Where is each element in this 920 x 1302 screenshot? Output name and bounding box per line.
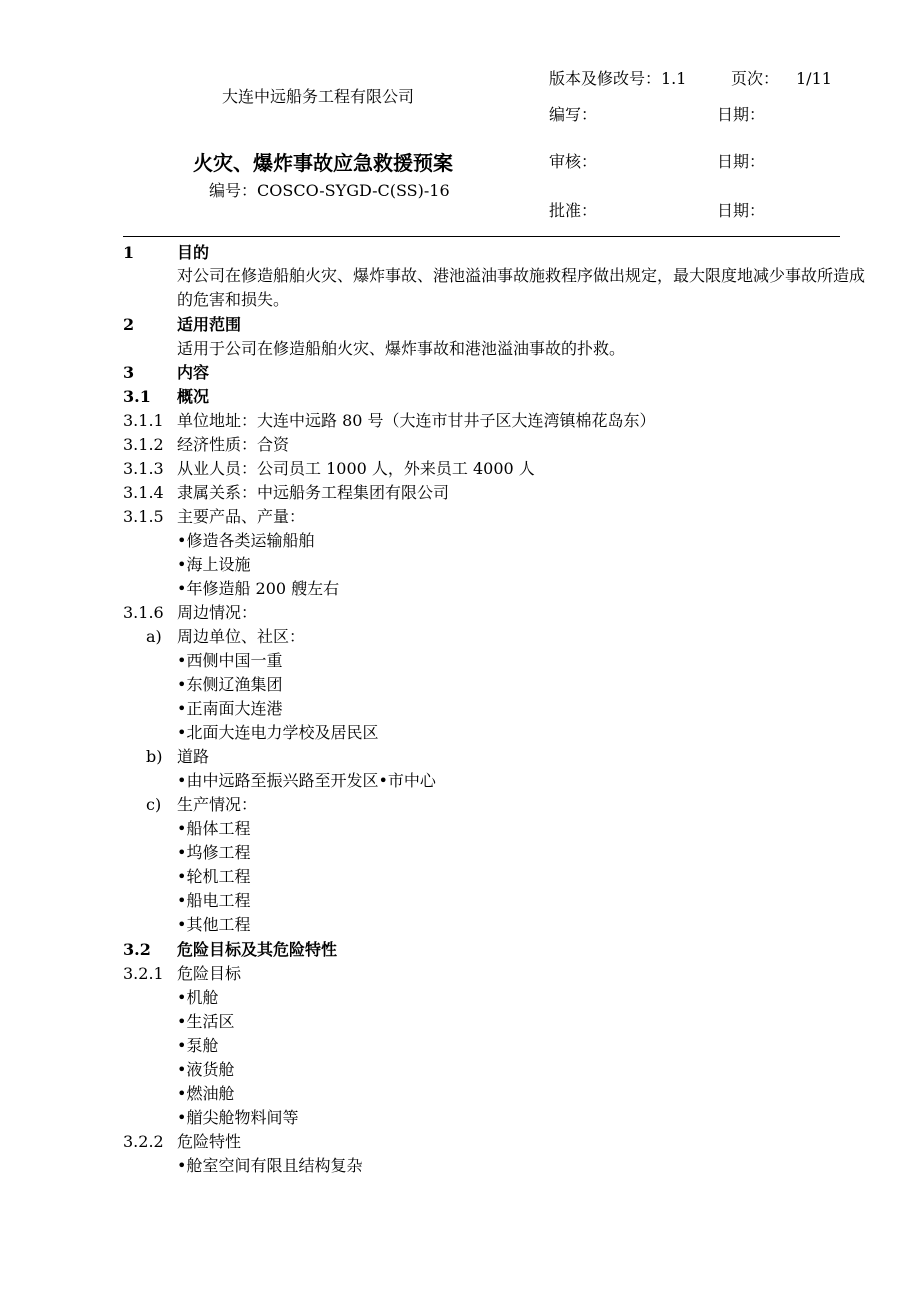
employees-line: 从业人员：公司员工 1000 人，外来员工 4000 人 bbox=[177, 459, 535, 478]
products-line: 主要产品、产量： bbox=[177, 507, 306, 526]
section-title-scope: 适用范围 bbox=[177, 315, 242, 334]
list-item: •机舱 bbox=[177, 988, 219, 1007]
purpose-paragraph: 对公司在修造船舶火灾、爆炸事故、港池溢油事故施救程序做出规定，最大限度地减少事故所造成的危害和损失。 bbox=[177, 266, 866, 309]
neighbors-line: 周边单位、社区： bbox=[177, 627, 306, 646]
list-item: •北面大连电力学校及居民区 bbox=[177, 723, 379, 742]
list-item: •海上设施 bbox=[177, 555, 251, 574]
list-item: •生活区 bbox=[177, 1012, 235, 1031]
list-item: •坞修工程 bbox=[177, 843, 251, 862]
approver-label: 批准： bbox=[549, 201, 598, 220]
version-label: 版本及修改号：1.1 bbox=[549, 69, 687, 88]
list-item: •年修造船 200 艘左右 bbox=[177, 579, 340, 598]
sub-label: a) bbox=[146, 627, 162, 646]
list-item: •泵舱 bbox=[177, 1036, 219, 1055]
list-item: •西侧中国一重 bbox=[177, 651, 283, 670]
approver-date-label: 日期： bbox=[717, 201, 766, 220]
section-number: 3 bbox=[123, 363, 135, 382]
list-item: •修造各类运输船舶 bbox=[177, 531, 315, 550]
reviewer-date-label: 日期： bbox=[717, 152, 766, 171]
list-item: •船电工程 bbox=[177, 891, 251, 910]
affiliation-line: 隶属关系：中远船务工程集团有限公司 bbox=[177, 483, 450, 502]
list-item: •船体工程 bbox=[177, 819, 251, 838]
list-item: •舱室空间有限且结构复杂 bbox=[177, 1156, 363, 1175]
section-title-hazards: 危险目标及其危险特性 bbox=[177, 940, 338, 959]
list-item: •由中远路至振兴路至开发区•市中心 bbox=[177, 771, 436, 790]
surroundings-line: 周边情况： bbox=[177, 603, 258, 622]
scope-paragraph: 适用于公司在修造船舶火灾、爆炸事故和港池溢油事故的扑救。 bbox=[177, 339, 626, 358]
author-label: 编写： bbox=[549, 105, 598, 124]
list-item: •正南面大连港 bbox=[177, 699, 283, 718]
company-name: 大连中远船务工程有限公司 bbox=[222, 87, 415, 106]
section-number: 2 bbox=[123, 315, 135, 334]
item-number: 3.1.3 bbox=[123, 459, 164, 478]
production-line: 生产情况： bbox=[177, 795, 258, 814]
page-label: 页次： bbox=[731, 69, 780, 88]
item-number: 3.1.6 bbox=[123, 603, 164, 622]
sub-label: c) bbox=[146, 795, 162, 814]
hazard-characteristics-line: 危险特性 bbox=[177, 1132, 242, 1151]
item-number: 3.1.5 bbox=[123, 507, 164, 526]
address-line: 单位地址：大连中远路 80 号（大连市甘井子区大连湾镇棉花岛东） bbox=[177, 411, 656, 430]
sub-label: b) bbox=[146, 747, 163, 766]
section-number: 1 bbox=[123, 243, 135, 262]
section-title-content: 内容 bbox=[177, 363, 210, 382]
list-item: •液货舱 bbox=[177, 1060, 235, 1079]
item-number: 3.1.4 bbox=[123, 483, 164, 502]
item-number: 3.1.2 bbox=[123, 435, 164, 454]
author-date-label: 日期： bbox=[717, 105, 766, 124]
document-number: 编号：COSCO-SYGD-C(SS)-16 bbox=[209, 181, 450, 200]
list-item: •东侧辽渔集团 bbox=[177, 675, 283, 694]
item-number: 3.1.1 bbox=[123, 411, 164, 430]
list-item: •燃油舱 bbox=[177, 1084, 235, 1103]
list-item: •其他工程 bbox=[177, 915, 251, 934]
hazard-targets-line: 危险目标 bbox=[177, 964, 242, 983]
item-number: 3.2.2 bbox=[123, 1132, 164, 1151]
header-divider bbox=[123, 236, 840, 237]
section-title-purpose: 目的 bbox=[177, 243, 210, 262]
section-title-overview: 概况 bbox=[177, 387, 210, 406]
page-value: 1/11 bbox=[796, 69, 832, 88]
reviewer-label: 审核： bbox=[549, 152, 598, 171]
section-number: 3.1 bbox=[123, 387, 151, 406]
document-title: 火灾、爆炸事故应急救援预案 bbox=[193, 151, 453, 175]
economic-nature-line: 经济性质：合资 bbox=[177, 435, 290, 454]
list-item: •艏尖舱物料间等 bbox=[177, 1108, 299, 1127]
roads-line: 道路 bbox=[177, 747, 210, 766]
list-item: •轮机工程 bbox=[177, 867, 251, 886]
section-number: 3.2 bbox=[123, 940, 151, 959]
item-number: 3.2.1 bbox=[123, 964, 164, 983]
